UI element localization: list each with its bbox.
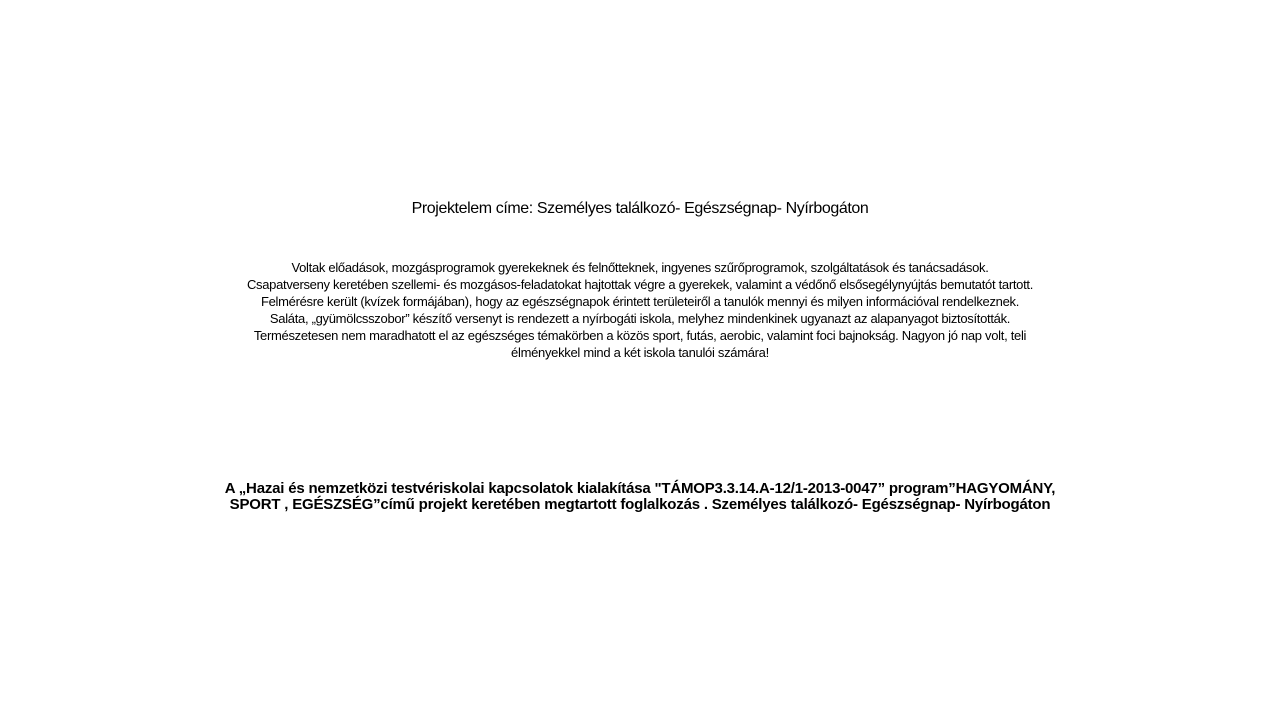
slide-footer-caption: [150, 481, 1130, 513]
slide-title: Projektelem címe: Személyes találkozó- Egészségnap- Nyírbogáton: [411, 200, 869, 217]
body-line: Felmérésre került (kvízek formájában), hogy az egészségnapok érintett területeiről a tanulók mennyi és milyen információval rendelkeznek.: [260, 294, 1020, 309]
body-line: Voltak előadások, mozgásprogramok gyerekeknek és felnőtteknek, ingyenes szűrőprogramok, szolgáltatások és tanácsadások.: [291, 260, 989, 275]
body-line: Csapatverseny keretében szellemi- és mozgásos-feladatokat hajtottak végre a gyerekek, valamint a védőnő elsősegélynyújtás bemutatót tartott.: [246, 277, 1034, 292]
body-line: Saláta, „gyümölcsszobor” készítő versenyt is rendezett a nyírbogáti iskola, melyhez mindenkinek ugyanazt az alapanyagot biztosították.: [269, 311, 1011, 326]
footer-line: SPORT , EGÉSZSÉG”című projekt keretében megtartott foglalkozás . Személyes találkozó- Egészségnap- Nyírbogáton: [229, 496, 1051, 513]
body-line: Természetesen nem maradhatott el az egészséges témakörben a közös sport, futás, aerobic, valamint foci bajnokság. Nagyon jó nap volt, teli: [253, 328, 1027, 343]
footer-line: A „Hazai és nemzetközi testvériskolai kapcsolatok kialakítása "TÁMOP3.3.14.A-12/1-2013-0047” program”HAGYOMÁNY,: [224, 480, 1056, 497]
body-line: élményekkel mind a két iskola tanulói számára!: [511, 345, 769, 360]
slide-body-text: [170, 259, 1110, 361]
